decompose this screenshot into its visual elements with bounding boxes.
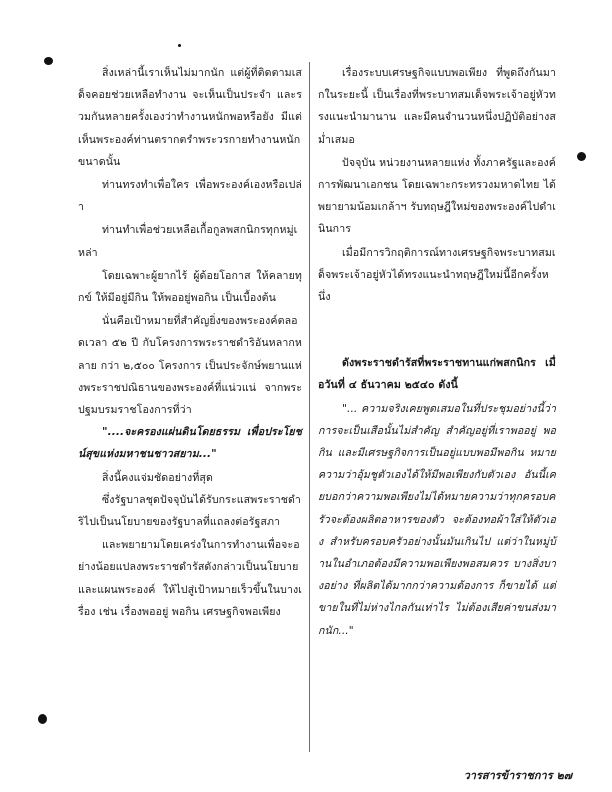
paragraph: ปัจจุบัน หน่วยงานหลายแห่ง ทั้งภาครัฐและองค์การพัฒนาเอกชน โดยเฉพาะกระทรวงมหาดไทย ได้พยายามน้อมเกล้าฯ รับทฤษฎีใหม่ของพระองค์ไปดำเนินการ [318,156,556,236]
paragraph: นั่นคือเป้าหมายที่สำคัญยิ่งของพระองค์ตลอดเวลา ๕๒ ปี กับโครงการพระราชดำริอันหลากหลาย กว่า ๒,๕๐๐ โครงการ เป็นประจักษ์พยานแห่งพระราชปณิธานของพระองค์ที่แน่วแน่ จากพระปฐมบรมราชโองการที่ว่า [78,315,302,417]
paragraph: โดยเฉพาะผู้ยากไร้ ผู้ด้อยโอกาส ให้คลายทุกข์ ให้มีอยู่มีกิน ให้พออยู่พอกิน เป็นเบื้องต้น [78,269,302,305]
paragraph: เรื่องระบบเศรษฐกิจแบบพอเพียง ที่พูดถึงกันมากในระยะนี้ เป็นเรื่องที่พระบาทสมเด็จพระเจ้าอยู่หัวทรงแนะนำมานาน และมีคนจำนวนหนึ่งปฏิบัติอย่างสม่ำเสมอ [318,67,556,146]
right-column [318,62,556,642]
paragraph: และพยายามโดยเคร่งในการทำงานเพื่อจะอย่างน้อยแปลงพระราชดำรัสดังกล่าวเป็นนโยบายและแผนพระองค์ ให้ไปสู่เป้าหมายเร็วขึ้นในบางเรื่อง เช่น เรื่องพออยู่ พอกิน เศรษฐกิจพอเพียง [78,539,302,618]
paragraph: สิ่งเหล่านี้เราเห็นไม่มากนัก แต่ผู้ที่ติดตามเสด็จคอยช่วยเหลือทำงาน จะเห็นเป็นประจำ และรวมกันหลายครั้งเองว่าทำงานหนักพอหรือยัง มีแต่เห็นพระองค์ท่านตรากตรำพระวรกายทำงานหนักขนาดนั้น [78,67,302,168]
paragraph: สิ่งนี้คงแจ่มชัดอย่างที่สุด [102,471,213,484]
scan-speck-bottom-left [38,714,47,724]
column-divider [309,62,310,752]
paragraph: เมื่อมีการวิกฤติการณ์ทางเศรษฐกิจพระบาทสมเด็จพระเจ้าอยู่หัวได้ทรงแนะนำทฤษฎีใหม่นี้อีกครั้งหนึ่ง [318,246,556,304]
scan-speck-top-left [44,57,53,65]
royal-speech-quote: "... ความจริงเคยพูดเสมอในที่ประชุมอย่างนี้ว่า การจะเป็นเสือนั้นไม่สำคัญ สำคัญอยู่ที่เราพออยู่ พอกิน และมีเศรษฐกิจการเป็นอยู่แบบพอมีพอกิน หมายความว่าอุ้มชูตัวเองได้ให้มีพอเพียงกับตัวเอง อันนี้เคยบอกว่าความพอเพียงไม่ได้หมายความว่าทุกครอบครัวจะต้องผลิตอาหารของตัว จะต้องทอผ้าใส่ให้ตัวเอง สำหรับครอบครัวอย่างนั้นมันเกินไป แต่ว่าในหมู่บ้านในอำเภอต้องมีความพอเพียงพอสมควร บางสิ่งบางอย่าง ที่ผลิตได้มากกว่าความต้องการ ก็ขายได้ แต่ขายในที่ไม่ห่างไกลกันเท่าไร ไม่ต้องเสียค่าขนส่งมากนัก..." [318,402,556,637]
scan-speck-top-right [577,152,586,161]
paragraph: ซึ่งรัฐบาลชุดปัจจุบันได้รับกระแสพระราชดำริไปเป็นนโยบายของรัฐบาลที่แถลงต่อรัฐสภา [78,493,301,529]
paragraph: ท่านทรงทำเพื่อใคร เพื่อพระองค์เองหรือเปล่า [78,179,302,214]
left-column [78,62,302,623]
speech-intro: ดังพระราชดำรัสที่พระราชทานแก่พสกนิกร เมื่อวันที่ ๔ ธันวาคม ๒๕๔๐ ดังนี้ [318,357,556,392]
paragraph: ท่านทำเพื่อช่วยเหลือเกื้อกูลพสกนิกรทุกหมู่เหล่า [78,224,298,259]
scan-speck-top [178,44,181,47]
royal-quote: "....จะครองแผ่นดินโดยธรรม เพื่อประโยชน์สุขแห่งมหาชนชาวสยาม..." [78,426,302,461]
page-footer: วารสารข้าราชการ ๒๗ [463,769,572,782]
